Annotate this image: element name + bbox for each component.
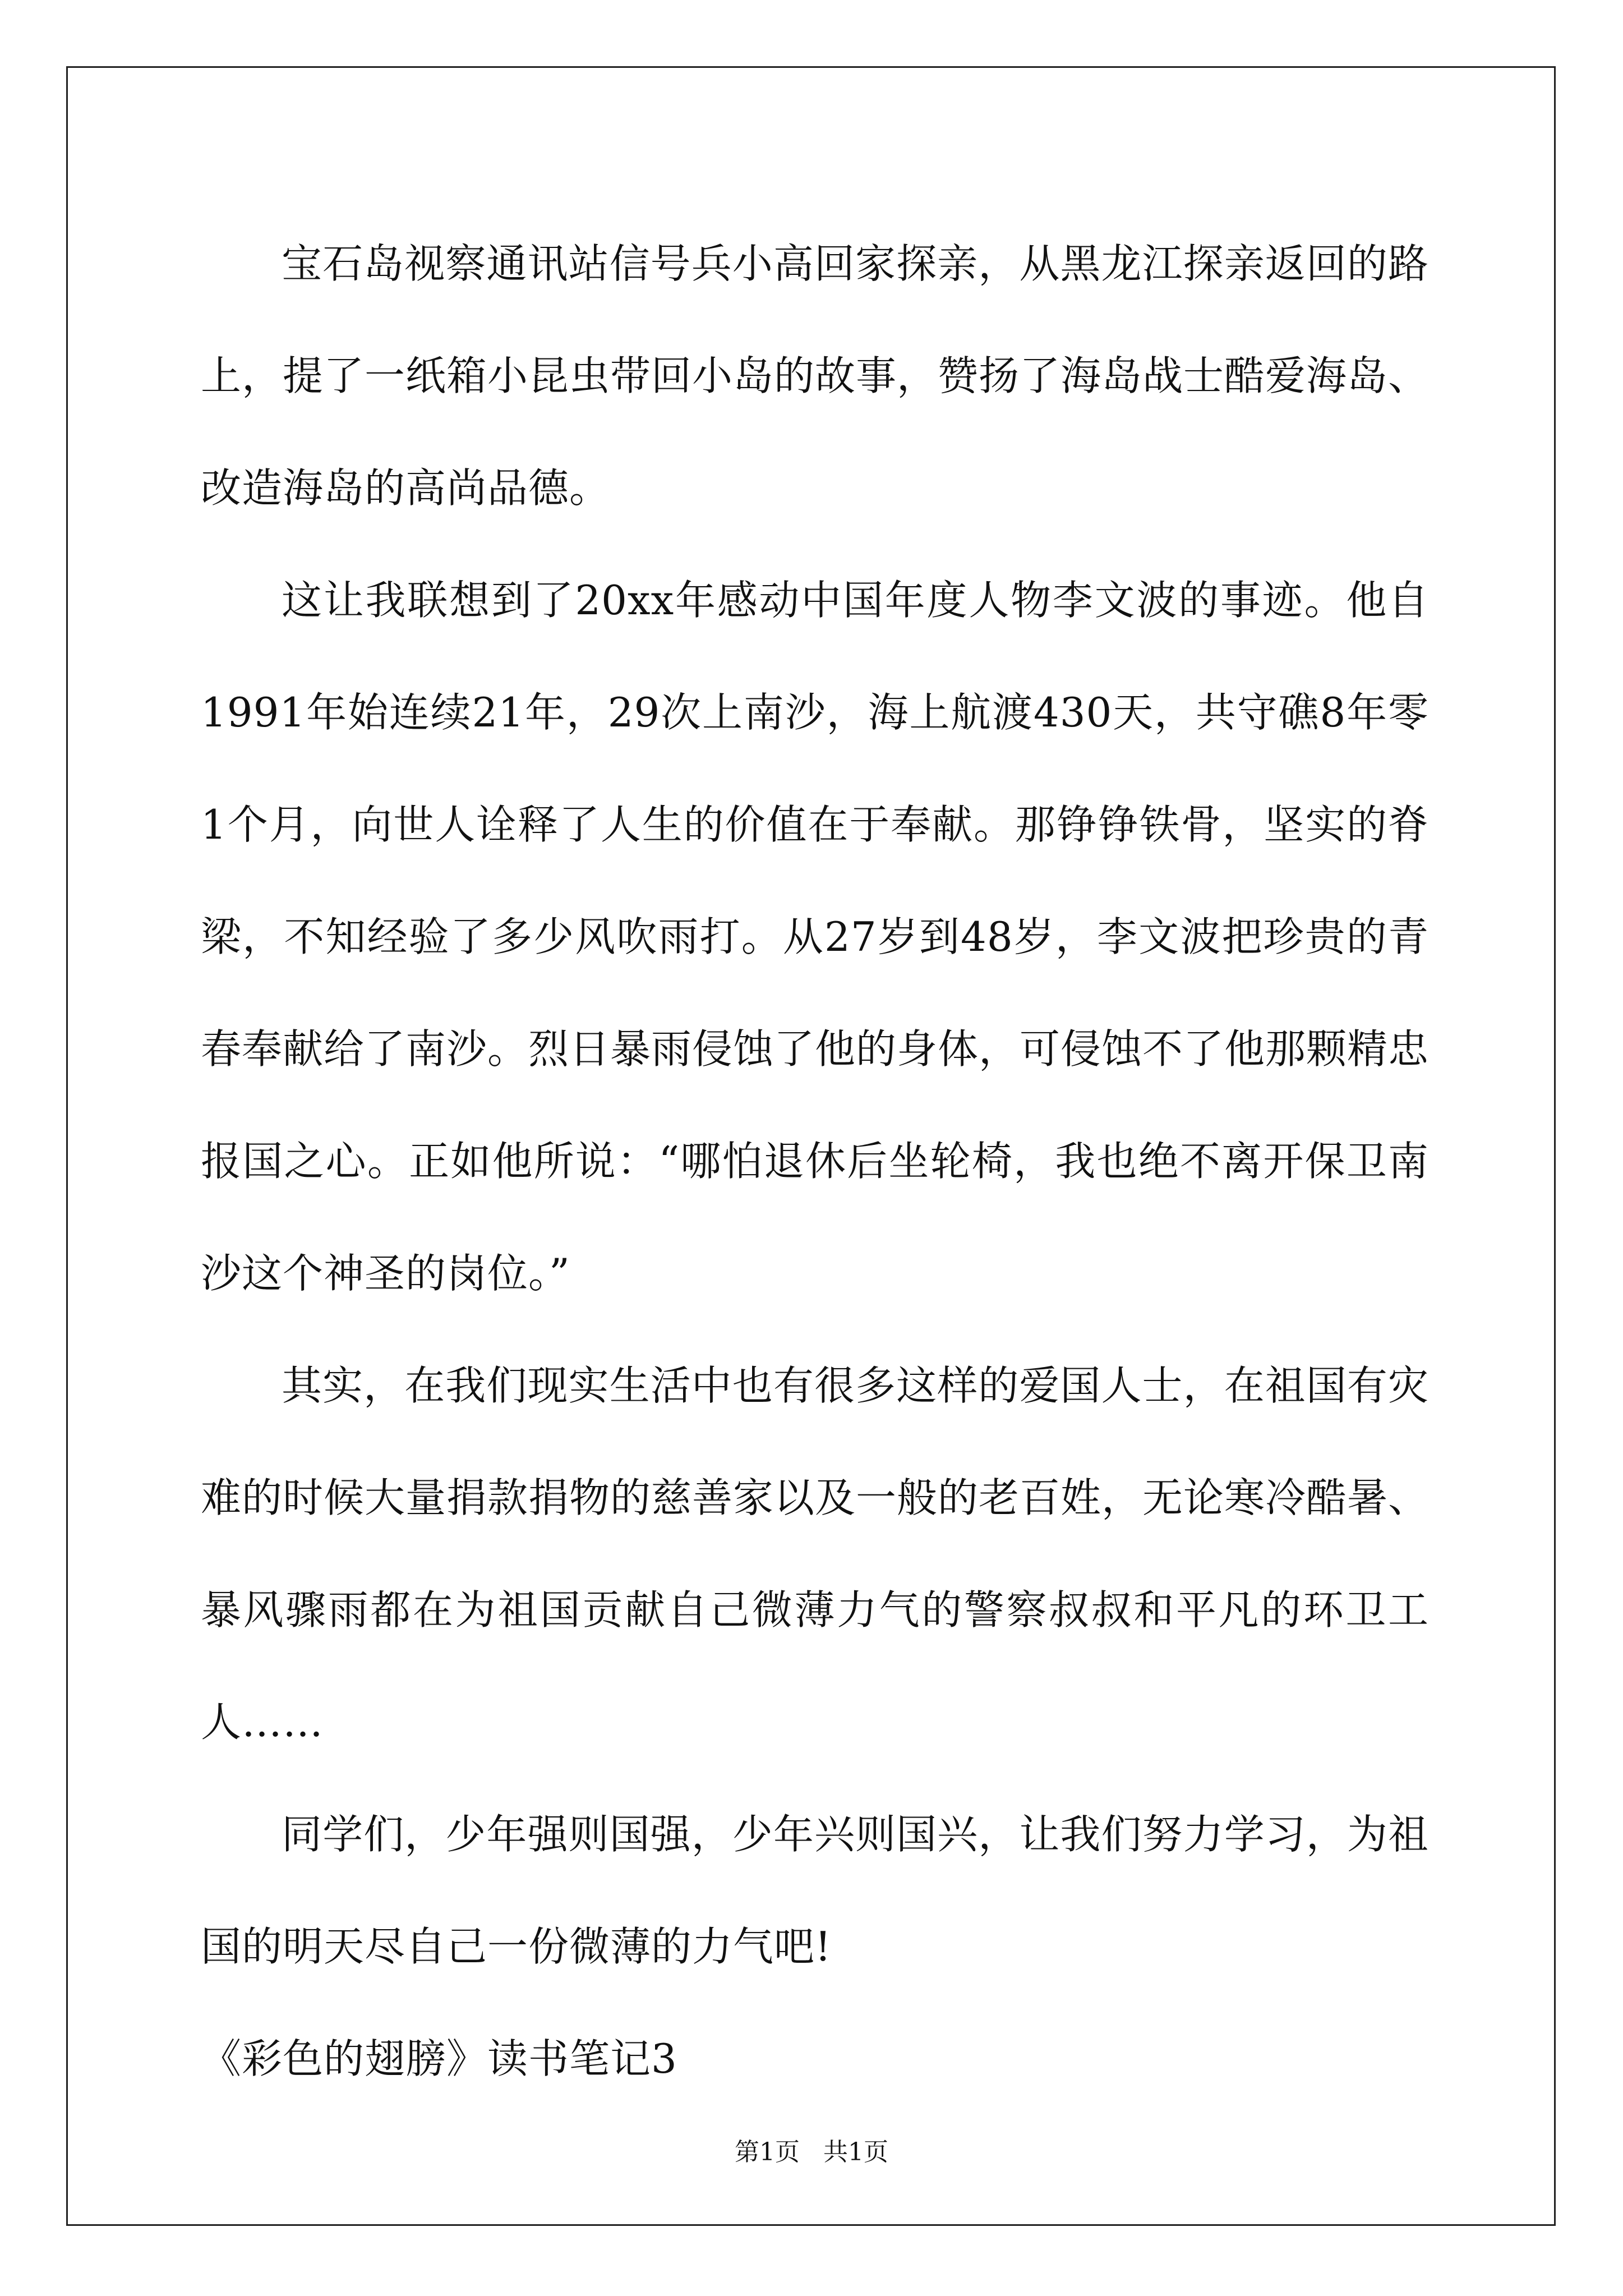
page-number: 第1页 (735, 2138, 800, 2166)
paragraph-2: 这让我联想到了20xx年感动中国年度人物李文波的事迹。他自1991年始连续21年，29次上南沙，海上航渡430天，共守礁8年零1个月，向世人诠释了人生的价值在于奉献。那铮铮铁骨，坚实的脊梁，不知经验了多少风吹雨打。从27岁到48岁，李文波把珍贵的青春奉献给了南沙。烈日暴雨侵蚀了他的身体，可侵蚀不了他那颗精忠报国之心。正如他所说：“哪怕退休后坐轮椅，我也绝不离开保卫南沙这个神圣的岗位。” (201, 577, 1430, 1297)
page-footer (0, 2132, 1623, 2168)
paragraph-3: 其实，在我们现实生活中也有很多这样的爱国人士，在祖国有灾难的时候大量捐款捐物的慈善家以及一般的老百姓，无论寒冷酷暑、暴风骤雨都在为祖国贡献自己微薄力气的警察叔叔和平凡的环卫工人…… (201, 1362, 1430, 1746)
paragraph-1: 宝石岛视察通讯站信号兵小高回家探亲，从黑龙江探亲返回的路上，提了一纸箱小昆虫带回小岛的故事，赞扬了海岛战士酷爱海岛、改造海岛的高尚品德。 (201, 240, 1430, 512)
paragraph-4: 同学们，少年强则国强，少年兴则国兴，让我们努力学习，为祖国的明天尽自己一份微薄的力气吧! (201, 1811, 1429, 1970)
document-body (201, 208, 1429, 2115)
page-total: 共1页 (823, 2138, 888, 2166)
section-heading: 《彩色的翅膀》读书笔记3 (201, 2035, 677, 2082)
